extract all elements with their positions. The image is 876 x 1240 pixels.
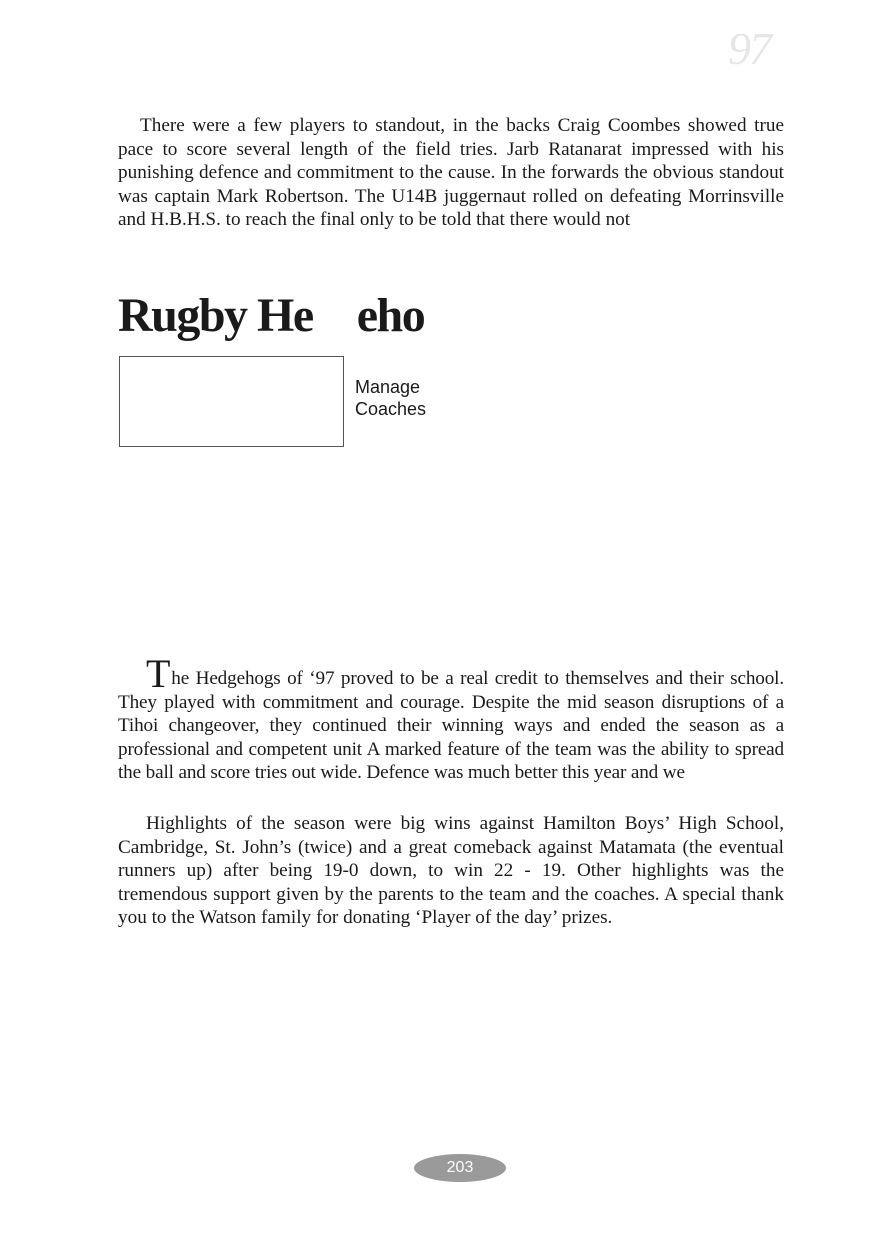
caption-line-manage: Manage [355, 377, 421, 397]
drop-cap: T [146, 651, 171, 696]
photo-caption [355, 376, 426, 420]
intro-paragraph: There were a few players to standout, in the backs Craig Coombes showed true pace to score several length of the field tries. Jarb Ratanarat impressed with his punishing defence and commitment to the cause. In the forwards the obvious standout was captain Mark Robertson. The U14B juggernaut rolled on defeating Morrinsville and H.B.H.S. to reach the final only to be told that there would not [118, 115, 784, 231]
hedgehogs-body-text: he Hedgehogs of ‘97 proved to be a real credit to themselves and their school. They played with commitment and courage. Despite the mid season disruptions of a Tihoi changeover, they continued their winning ways and ended the season as a professional and competent unit A marked feature of the team was the ability to spread the ball and score tries out wide. Defence was much better this year and we [118, 668, 784, 784]
heading-left-text: Rugby He [118, 289, 313, 342]
corner-year-mark: 97 [728, 23, 770, 74]
hedgehogs-paragraph [118, 651, 784, 785]
heading-right-text: eho [356, 289, 425, 342]
photo-frame [119, 356, 344, 447]
page-number-badge: 203 [414, 1154, 506, 1182]
highlights-paragraph: Highlights of the season were big wins against Hamilton Boys’ High School, Cambridge, St. John’s (twice) and a great comeback against Matamata (the eventual runners up) after being 19-0 down, to win 22 - 19. Other highlights was the tremendous support given by the parents to the team and the coaches. A special thank you to the Watson family for donating ‘Player of the day’ prizes. [118, 813, 784, 929]
caption-line-coaches: Coaches [355, 399, 427, 419]
section-heading [118, 288, 424, 343]
